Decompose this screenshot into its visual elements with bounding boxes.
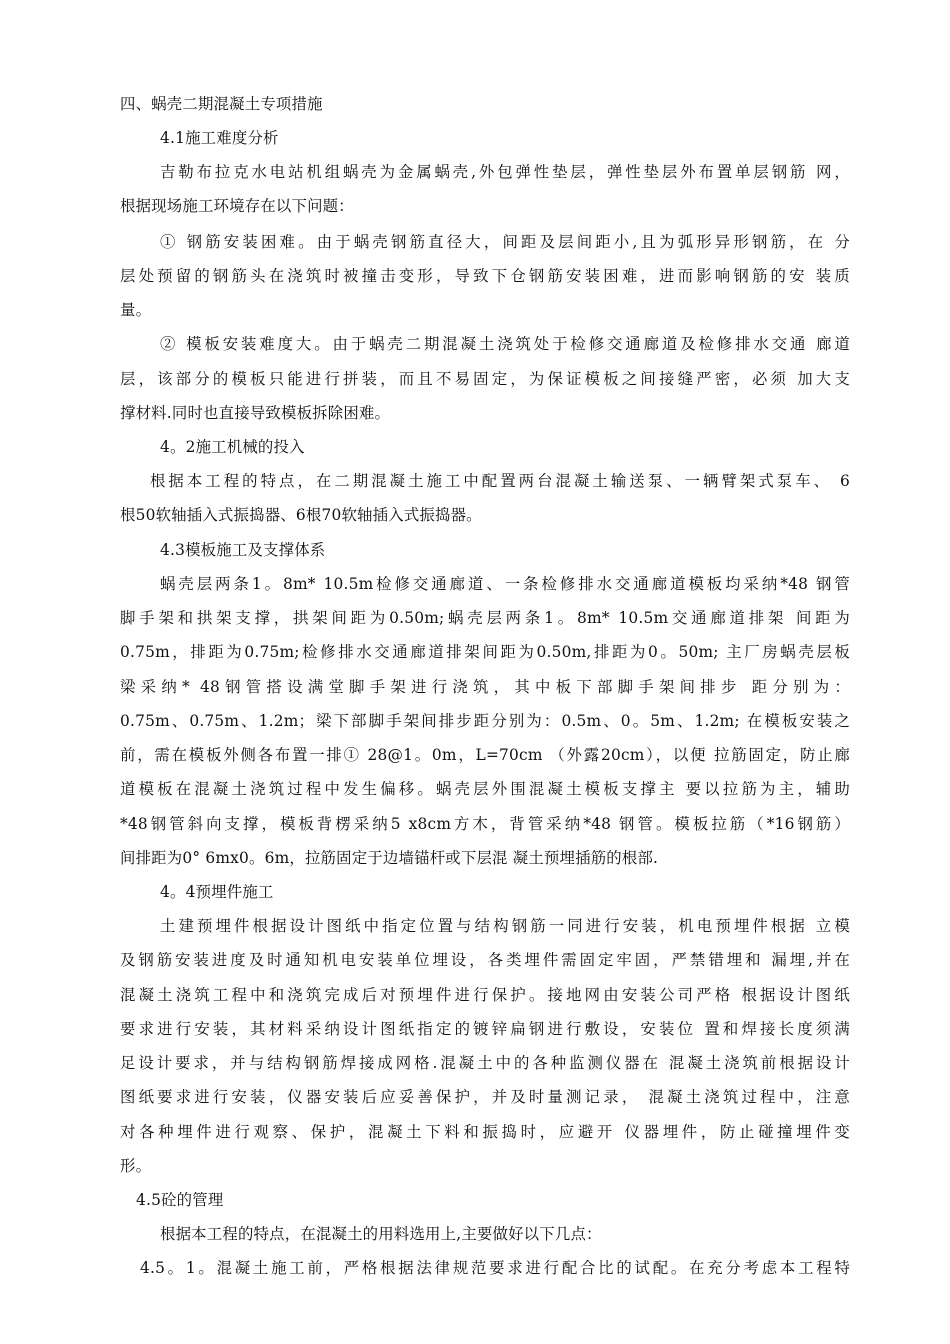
paragraph-line: ② 模板安装难度大。由于蜗壳二期混凝土浇筑处于检修交通廊道及检修排水交通 廊道 bbox=[160, 335, 850, 353]
paragraph-line: 0.75m、0.75m、1.2m；梁下部脚手架间排步距分别为：0.5m、0。5m、1.2m; 在模板安装之 bbox=[120, 712, 850, 730]
subsection-title: 4。4预埋件施工 bbox=[160, 883, 274, 901]
subsection-title: 4。2施工机械的投入 bbox=[160, 438, 305, 456]
paragraph-line: 吉勒布拉克水电站机组蜗壳为金属蜗壳,外包弹性垫层，弹性垫层外布置单层钢筋 网， bbox=[160, 163, 850, 181]
paragraph-line: 层，该部分的模板只能进行拼装，而且不易固定，为保证模板之间接缝严密，必须 加大支 bbox=[120, 370, 850, 388]
paragraph-line: 前，需在模板外侧各布置一排① 28@1。0m，L=70cm （外露20cm），以便 拉筋固定，防止廊 bbox=[120, 746, 850, 764]
paragraph-line: 层处预留的钢筋头在浇筑时被撞击变形，导致下仓钢筋安装困难，进而影响钢筋的安 装质 bbox=[120, 267, 850, 285]
paragraph-line: 形。 bbox=[120, 1157, 152, 1175]
paragraph-line: 蜗壳层两条1。8m* 10.5m检修交通廊道、一条检修排水交通廊道模板均采纳*48 钢管 bbox=[160, 575, 850, 593]
paragraph-line: 0.75m，排距为0.75m;检修排水交通廊道排架间距为0.50m,排距为0。50m; 主厂房蜗壳层板 bbox=[120, 643, 850, 661]
subsection-title: 4.3模板施工及支撑体系 bbox=[160, 541, 326, 559]
paragraph-line: *48钢管斜向支撑，模板背楞采纳5 x8cm方木，背管采纳*48 钢管。模板拉筋（*16钢筋） bbox=[120, 815, 850, 833]
paragraph-line: 根据本工程的特点，在二期混凝土施工中配置两台混凝土输送泵、一辆臂架式泵车、 6 bbox=[150, 472, 850, 490]
paragraph-line: 根50软轴插入式振捣器、6根70软轴插入式振捣器。 bbox=[120, 506, 482, 524]
paragraph-line: 4.5。1。混凝土施工前，严格根据法律规范要求进行配合比的试配。在充分考虑本工程特 bbox=[140, 1259, 850, 1277]
paragraph-line: 量。 bbox=[120, 301, 152, 319]
paragraph-line: 撑材料.同时也直接导致模板拆除困难。 bbox=[120, 404, 391, 422]
paragraph-line: 土建预埋件根据设计图纸中指定位置与结构钢筋一同进行安装，机电预埋件根据 立模 bbox=[160, 917, 850, 935]
paragraph-line: 道模板在混凝土浇筑过程中发生偏移。蜗壳层外围混凝土模板支撑主 要以拉筋为主，辅助 bbox=[120, 780, 850, 798]
paragraph-line: ① 钢筋安装困难。由于蜗壳钢筋直径大，间距及层间距小,且为弧形异形钢筋，在 分 bbox=[160, 233, 850, 251]
paragraph-line: 图纸要求进行安装，仪器安装后应妥善保护，并及时量测记录， 混凝土浇筑过程中，注意 bbox=[120, 1088, 850, 1106]
paragraph-line: 梁采纳* 48钢管搭设满堂脚手架进行浇筑，其中板下部脚手架间排步 距分别为： bbox=[120, 678, 850, 696]
paragraph-line: 对各种埋件进行观察、保护，混凝土下料和振捣时，应避开 仪器埋件，防止碰撞埋件变 bbox=[120, 1123, 850, 1141]
paragraph-line: 混凝土浇筑工程中和浇筑完成后对预埋件进行保护。接地网由安装公司严格 根据设计图纸 bbox=[120, 986, 850, 1004]
paragraph-line: 要求进行安装，其材料采纳设计图纸指定的镀锌扁钢进行敷设，安装位 置和焊接长度须满 bbox=[120, 1020, 850, 1038]
paragraph-line: 及钢筋安装进度及时通知机电安装单位埋设，各类埋件需固定牢固，严禁错埋和 漏埋,并在 bbox=[120, 951, 850, 969]
subsection-title: 4.1施工难度分析 bbox=[160, 129, 279, 147]
paragraph-line: 间排距为0° 6mx0。6m，拉筋固定于边墙锚杆或下层混 凝土预埋插筋的根部. bbox=[120, 849, 659, 867]
subsection-title: 4.5砼的管理 bbox=[136, 1191, 224, 1209]
paragraph-line: 根据现场施工环境存在以下问题： bbox=[120, 197, 354, 215]
section-heading: 四、蜗壳二期混凝土专项措施 bbox=[120, 95, 323, 113]
paragraph-line: 根据本工程的特点，在混凝土的用料选用上,主要做好以下几点： bbox=[160, 1225, 602, 1243]
paragraph-line: 足设计要求，并与结构钢筋焊接成网格.混凝土中的各种监测仪器在 混凝土浇筑前根据设计 bbox=[120, 1054, 850, 1072]
paragraph-line: 脚手架和拱架支撑，拱架间距为0.50m;蜗壳层两条1。8m* 10.5m交通廊道排架 间距为 bbox=[120, 609, 850, 627]
